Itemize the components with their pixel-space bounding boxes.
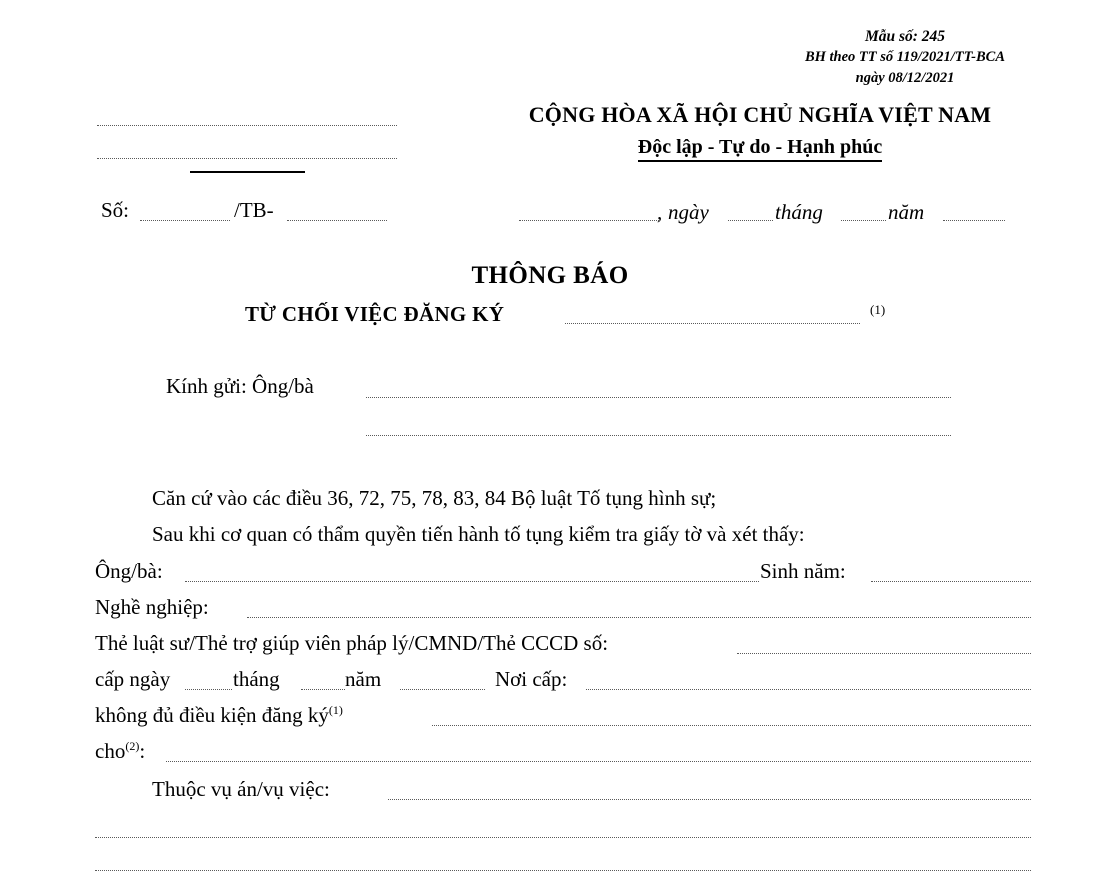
recipient-input-line-2[interactable] bbox=[366, 434, 951, 436]
case-input-line-1[interactable] bbox=[388, 798, 1031, 800]
recipient-label: Kính gửi: Ông/bà bbox=[166, 374, 314, 398]
for-text: cho bbox=[95, 739, 126, 763]
case-label: Thuộc vụ án/vụ việc: bbox=[152, 777, 330, 801]
date-day-input[interactable] bbox=[728, 219, 773, 221]
document-number-separator: /TB- bbox=[234, 198, 274, 222]
agency-line-1[interactable] bbox=[97, 124, 397, 126]
issue-month-label: tháng bbox=[233, 667, 280, 691]
form-number: Mẫu số: 245 bbox=[864, 28, 946, 45]
id-card-label: Thẻ luật sư/Thẻ trợ giúp viên pháp lý/CMND/Thẻ CCCD số: bbox=[95, 631, 609, 655]
issue-day-input[interactable] bbox=[185, 688, 232, 690]
national-motto-wrap bbox=[480, 136, 1040, 162]
occupation-label: Nghề nghiệp: bbox=[95, 595, 209, 619]
document-subtitle-footnote: (1) bbox=[870, 302, 886, 317]
not-eligible-label bbox=[95, 703, 343, 728]
next-field-row-clipped bbox=[152, 879, 472, 886]
document-subtitle: TỪ CHỐI VIỆC ĐĂNG KÝ bbox=[245, 302, 505, 326]
agency-line-2[interactable] bbox=[97, 157, 397, 159]
for-input[interactable] bbox=[166, 760, 1031, 762]
document-number-label: Số: bbox=[101, 198, 130, 222]
date-month-input[interactable] bbox=[841, 219, 886, 221]
case-input-line-3[interactable] bbox=[95, 869, 1031, 871]
birth-year-input[interactable] bbox=[871, 580, 1031, 582]
issue-year-input[interactable] bbox=[400, 688, 485, 690]
id-card-input[interactable] bbox=[737, 652, 1031, 654]
date-year-label: năm bbox=[888, 200, 925, 224]
for-label bbox=[95, 739, 145, 764]
national-title: CỘNG HÒA XÃ HỘI CHỦ NGHĨA VIỆT NAM bbox=[528, 102, 992, 127]
document-title: THÔNG BÁO bbox=[471, 262, 629, 289]
form-issued-with: BH theo TT số 119/2021/TT-BCA bbox=[804, 49, 1006, 65]
date-day-label: ngày bbox=[668, 200, 709, 224]
for-footnote: (2) bbox=[125, 739, 140, 753]
form-issued-date: ngày 08/12/2021 bbox=[855, 70, 955, 86]
document-number-suffix-input[interactable] bbox=[287, 219, 387, 221]
case-input-line-2[interactable] bbox=[95, 836, 1031, 838]
place-input[interactable] bbox=[519, 219, 659, 221]
issue-year-label: năm bbox=[345, 667, 382, 691]
not-eligible-text: không đủ điều kiện đăng ký bbox=[95, 703, 329, 727]
person-name-label: Ông/bà: bbox=[95, 559, 163, 583]
not-eligible-input[interactable] bbox=[432, 724, 1031, 726]
after-check-text: Sau khi cơ quan có thẩm quyền tiến hành tố tụng kiểm tra giấy tờ và xét thấy: bbox=[152, 522, 805, 546]
agency-divider-rule bbox=[190, 171, 305, 173]
issue-day-label: cấp ngày bbox=[95, 667, 171, 691]
not-eligible-footnote: (1) bbox=[328, 703, 343, 717]
document-number-input[interactable] bbox=[140, 219, 230, 221]
occupation-input[interactable] bbox=[247, 616, 1031, 618]
national-motto: Độc lập - Tự do - Hạnh phúc bbox=[638, 136, 882, 162]
for-colon: : bbox=[139, 739, 146, 763]
document-number-row bbox=[101, 198, 129, 223]
issue-month-input[interactable] bbox=[301, 688, 345, 690]
date-year-input[interactable] bbox=[943, 219, 1005, 221]
issue-place-input[interactable] bbox=[586, 688, 1031, 690]
birth-year-label: Sinh năm: bbox=[760, 559, 846, 583]
date-month-label: tháng bbox=[775, 200, 823, 224]
issue-place-label: Nơi cấp: bbox=[495, 667, 568, 691]
document-subtitle-input[interactable] bbox=[565, 322, 860, 324]
person-name-input[interactable] bbox=[185, 580, 759, 582]
form-meta-block bbox=[760, 26, 1050, 89]
recipient-input-line-1[interactable] bbox=[366, 396, 951, 398]
place-comma: , bbox=[657, 200, 663, 224]
legal-basis-text: Căn cứ vào các điều 36, 72, 75, 78, 83, 84 Bộ luật Tố tụng hình sự; bbox=[152, 486, 717, 510]
